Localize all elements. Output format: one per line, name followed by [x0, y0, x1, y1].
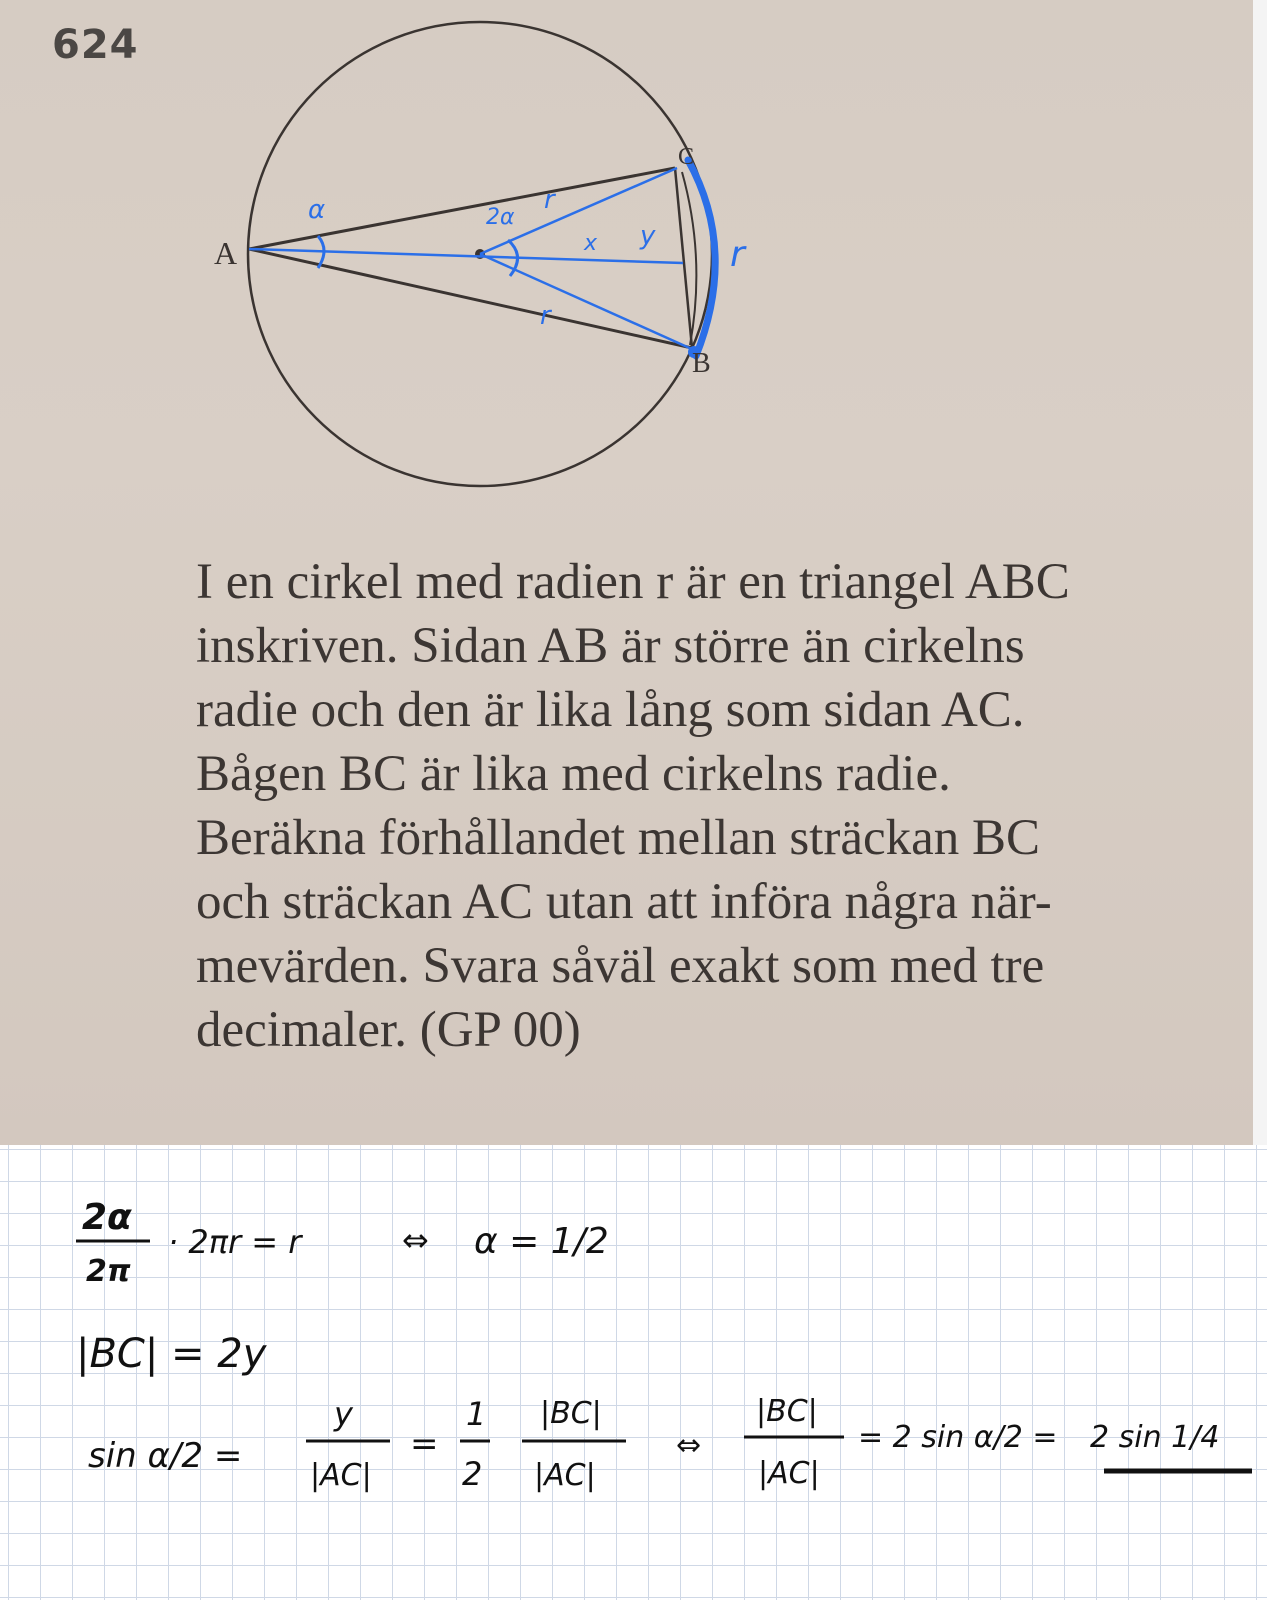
label-a: A [214, 235, 238, 271]
f2-num: 1 [466, 1395, 487, 1433]
annot-two-alpha: 2α [486, 205, 515, 230]
photo-edge [1253, 0, 1267, 1145]
frac-num: 2α [82, 1197, 132, 1238]
problem-line: decimaler. (GP 00) [196, 1002, 581, 1058]
annot-y: y [640, 221, 656, 251]
line3-lhs: sin α/2 = [88, 1436, 243, 1476]
solution-line-1 [76, 1197, 609, 1289]
pen-line-a-to-bc [249, 249, 683, 263]
f2-den: 2 [462, 1455, 483, 1493]
problem-line: mevärden. Svara såväl exakt som med tre [196, 938, 1045, 994]
side-bc [675, 168, 692, 348]
line3-eq1: = [410, 1424, 439, 1464]
annot-x: x [584, 231, 598, 256]
frac-den: 2π [86, 1254, 131, 1289]
equivalence-arrow: ⇔ [402, 1221, 429, 1259]
line3-tail: = 2 sin α/2 = [858, 1420, 1058, 1455]
f3-den: |AC| [534, 1458, 596, 1493]
handwritten-solution [0, 1145, 1267, 1600]
annot-alpha: α [308, 195, 326, 225]
f4-den: |AC| [758, 1456, 820, 1491]
alpha-result: α = 1/2 [474, 1221, 609, 1262]
final-answer: 2 sin 1/4 [1090, 1420, 1220, 1455]
annot-r-bottom: r [540, 301, 551, 331]
pen-radius-ob [480, 254, 694, 350]
problem-line: inskriven. Sidan AB är större än cirkelns [196, 618, 1025, 674]
problem-statement [196, 550, 1196, 1062]
equivalence-arrow: ⇔ [676, 1428, 702, 1463]
problem-line: radie och den är lika lång som sidan AC. [196, 682, 1025, 738]
label-c: C [678, 144, 695, 170]
problem-line: och sträckan AC utan att införa några när- [196, 874, 1052, 930]
label-b: B [692, 348, 711, 379]
f1-num: y [334, 1395, 353, 1433]
problem-line: I en cirkel med radien r är en triangel ABC [196, 554, 1070, 610]
f3-num: |BC| [540, 1396, 602, 1431]
circle-triangle-figure [0, 0, 1253, 520]
problem-line: Beräkna förhållandet mellan sträckan BC [196, 810, 1041, 866]
side-ab [249, 249, 692, 348]
annot-r-arc: r [730, 234, 745, 275]
page-number: 624 [52, 22, 139, 68]
annot-r-top: r [544, 185, 555, 215]
line1-rest: · 2πr = r [168, 1223, 302, 1261]
f1-den: |AC| [310, 1458, 372, 1493]
solution-line-3 [88, 1394, 1252, 1493]
f4-num: |BC| [756, 1394, 818, 1429]
problem-line: Bågen BC är lika med cirkelns radie. [196, 746, 951, 802]
solution-line-2: |BC| = 2y [76, 1331, 267, 1377]
